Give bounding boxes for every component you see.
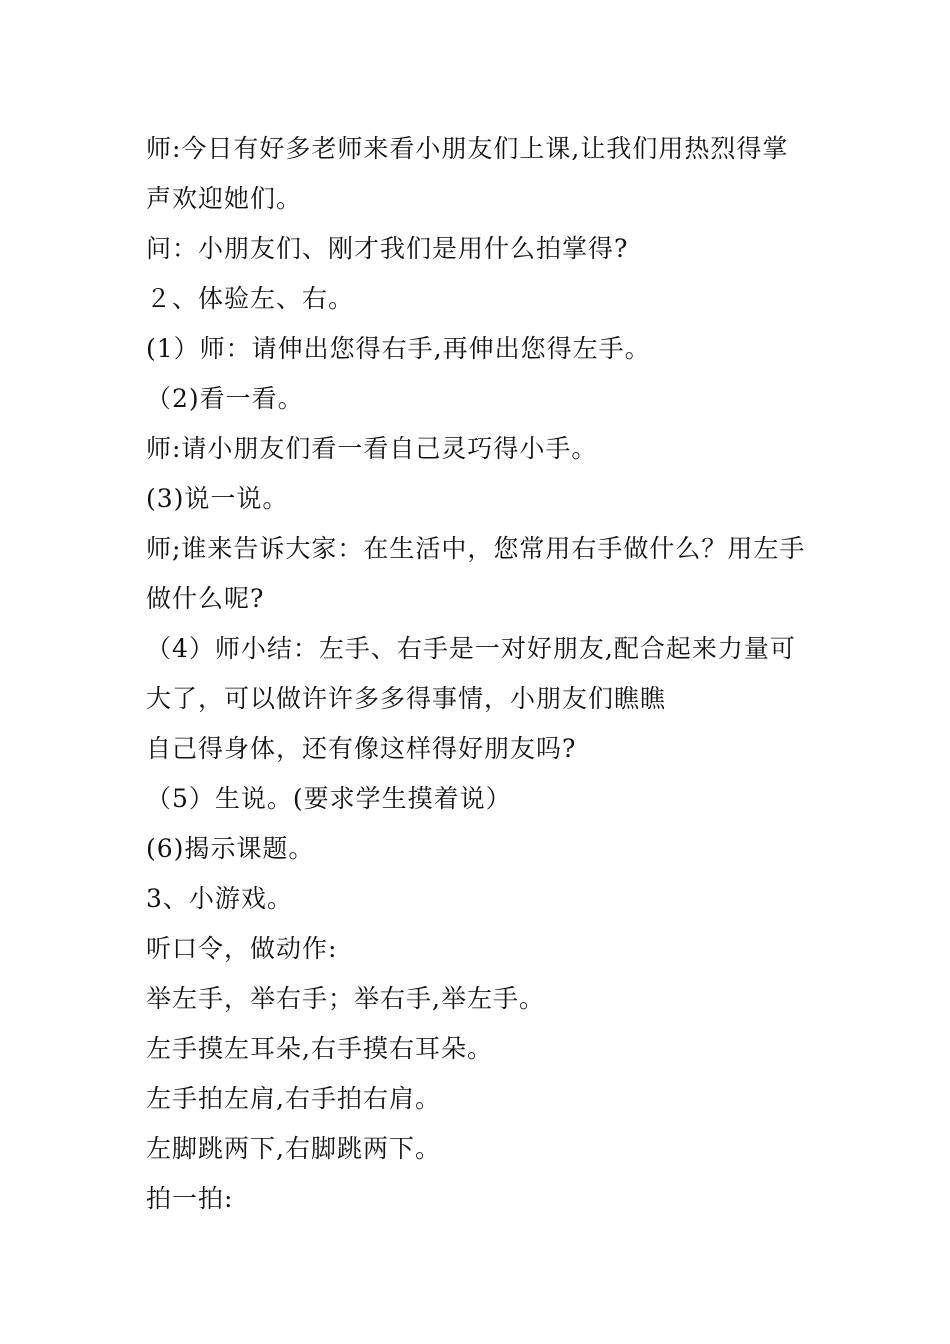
text-line: 师:请小朋友们看一看自己灵巧得小手。: [146, 434, 598, 463]
text-line: （4）师小结：左手、右手是一对好朋友,配合起来力量可: [146, 634, 796, 663]
text-line: (3)说一说。: [146, 484, 289, 513]
text-line: 听口令，做动作:: [146, 934, 338, 963]
text-line: （2)看一看。: [146, 384, 304, 413]
text-line: 拍一拍:: [146, 1184, 234, 1213]
text-line: 师:今日有好多老师来看小朋友们上课,让我们用热烈得掌: [146, 134, 789, 163]
text-line: （5）生说。(要求学生摸着说）: [146, 784, 512, 813]
text-line: 3、小游戏。: [146, 884, 293, 913]
text-line: ２、体验左、右。: [146, 284, 355, 313]
text-line: 师;谁来告诉大家：在生活中，您常用右手做什么？用左手: [146, 534, 806, 563]
text-line: 做什么呢?: [146, 584, 265, 613]
text-line: (6)揭示课题。: [146, 834, 315, 863]
text-line: 举左手，举右手；举右手,举左手。: [146, 984, 545, 1013]
text-line: (1）师：请伸出您得右手,再伸出您得左手。: [146, 334, 651, 363]
text-line: 左手拍左肩,右手拍右肩。: [146, 1084, 441, 1113]
text-line: 问：小朋友们、刚才我们是用什么拍掌得?: [146, 234, 629, 263]
text-line: 声欢迎她们。: [146, 184, 303, 213]
text-line: 大了，可以做许许多多得事情，小朋友们瞧瞧: [146, 684, 667, 713]
text-line: 左脚跳两下,右脚跳两下。: [146, 1134, 441, 1163]
text-line: 左手摸左耳朵,右手摸右耳朵。: [146, 1034, 493, 1063]
text-line: 自己得身体，还有像这样得好朋友吗?: [146, 734, 577, 763]
